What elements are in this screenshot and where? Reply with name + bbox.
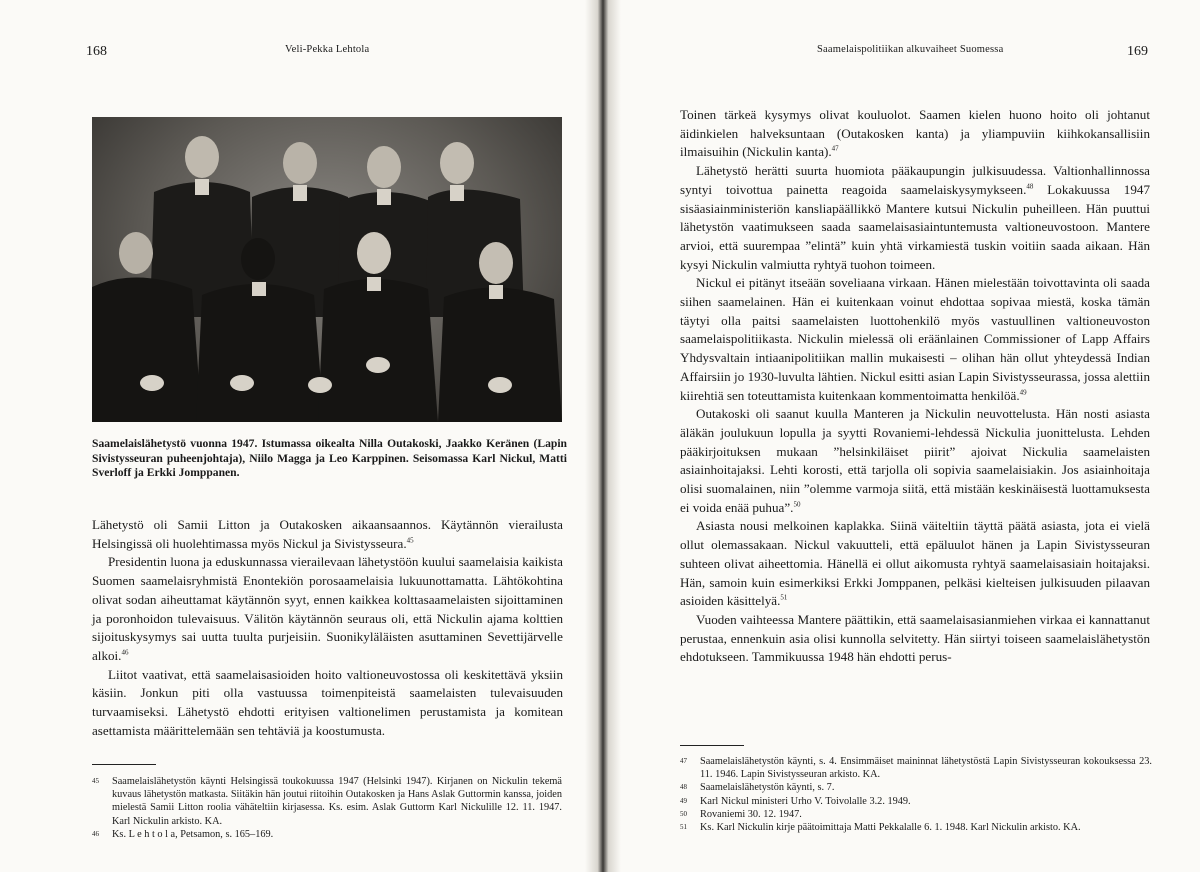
left-page — [0, 0, 590, 872]
footnote-reference[interactable]: 49 — [1019, 388, 1027, 397]
footnotes — [680, 755, 1152, 834]
photo-caption: Saamelaislähetystö vuonna 1947. Istumassa oikealta Nilla Outakoski, Jaakko Keränen (Lapin Sivistysseuran puheenjohtaja), Niilo Magga ja Leo Karppinen. Seisomassa Karl Nickul, Matti Sverloff ja Erkki Jomppanen. — [92, 437, 567, 480]
footnote: 46 Ks. L e h t o l a, Petsamon, s. 165–169. — [92, 828, 274, 840]
footnote: 49 Karl Nickul ministeri Urho V. Toivolalle 3.2. 1949. — [680, 795, 911, 807]
footnotes — [92, 775, 562, 841]
footnote-rule — [680, 745, 744, 746]
footnote: 45 Saamelaislähetystön käynti Helsingissä toukokuussa 1947 (Helsinki 1947). Kirjanen on Nickulin tekemä kuvaus lähetystön matkasta. Siitäkin hän joutui riitoihin Outakosken ja Hans Aslak Guttormin kanssa, joiden mielestä Samii Litton roolia vähäteltiin kirjasessa. Ks. esim. Aslak Guttorm Karl Nickulille 12. 11. 1947. Karl Nickulin arkisto. KA. — [92, 776, 562, 827]
right-page — [615, 0, 1200, 872]
running-head: Saamelaispolitiikan alkuvaiheet Suomessa — [817, 44, 1004, 55]
paragraph: Vuoden vaihteessa Mantere päättikin, että saamelaisasianmiehen virkaa ei kannattanut perustaa, ennenkuin asia olisi kunnolla selvitetty. Hän siirtyi toiseen saamelaislähetystön ehdotukseen. Tammikuussa 1948 hän ehdotti perus- — [680, 611, 1150, 665]
footnote-rule — [92, 764, 156, 765]
paragraph: Presidentin luona ja eduskunnassa vierailevaan lähetystöön kuului saamelaisia kaikista Suomen saamelaisryhmistä Enontekiön porosaamelaisia lukuunottamatta. Lähtökohtina olivat sodan aiheuttamat käytännön syyt, ennen kaikkea kolttasaamelaisten sijoittaminen ja poronhoidon tulevaisuus. Välitön käytännön seuraus oli, että Nickulin ajama kolttien sijoituskysymys sai uutta tuulta purjeisiin. Suonikyläläisten asuttaminen Sevettijärvelle alkoi.$^{46}$ — [92, 554, 563, 663]
photograph-people-illustration — [92, 117, 562, 422]
running-head: Veli-Pekka Lehtola — [285, 44, 370, 55]
paragraph: Asiasta nousi melkoinen kaplakka. Siinä väiteltiin täyttä päätä asiasta, jota ei vielä ollut olemassakaan. Nickul vakuutteli, että epäluulot hänen ja Lapin Sivistysseuran suhteen olivat aiheettomia. Hänellä ei ollut aikomusta ryhtyä saamelaisasiain hoitajaksi. Hän, samoin kuin esimerkiksi Erkki Jomppanen, pelkäsi kielteisen julkisuuden pilaavan asioiden käsittelyä.$^{51}$ — [680, 518, 1150, 609]
paragraph: Nickul ei pitänyt itseään soveliaana virkaan. Hänen mielestään toivottavinta oli saada siihen saamelainen. Hän ei kuitenkaan voinut ehdottaa sopivaa miestä, koska tämän täytyi olla paitsi saamelaisten luottohenkilö myös vastuullinen valtioneuvoston saamelaispolitiikasta. Nickulin mielessä oli eräänlainen Commissioner of Lapp Affairs Yhdysvaltain intiaanipolitiikan mallin mukaisesti – olihan hän ollut yhteydessä Indian Affairsiin jo 1930-luvulta lähtien. Nickul esitti asian Lapin Sivistysseurassa, jossa alettiin kiirehtiä sen toteuttamista kuitenkaan kommentoimatta henkilöä.$^{49}$ — [680, 275, 1150, 403]
paragraph: Lähetystö oli Samii Litton ja Outakosken aikaansaannos. Käytännön vierailusta Helsingissä oli huolehtimassa myös Nickul ja Sivistysseura.$^{45}$ — [92, 517, 563, 551]
page-number: 168 — [86, 44, 107, 59]
footnote: 47 Saamelaislähetystön käynti, s. 4. Ensimmäiset maininnat lähetystöstä Lapin Sivistysseuran kokouksessa 23. 11. 1946. Lapin Sivistysseuran arkisto. KA. — [680, 756, 1152, 781]
body-text — [680, 106, 1150, 667]
footnote: 51 Ks. Karl Nickulin kirje päätoimittaja Matti Pekkalalle 6. 1. 1948. Karl Nickulin arkisto. KA. — [680, 822, 1081, 834]
page-number: 169 — [1127, 44, 1148, 59]
footnote-reference[interactable]: 51 — [780, 593, 788, 602]
footnote: 48 Saamelaislähetystön käynti, s. 7. — [680, 782, 835, 794]
group-photograph — [92, 117, 562, 422]
footnote: 50 Rovaniemi 30. 12. 1947. — [680, 808, 802, 820]
paragraph: Lähetystö herätti suurta huomiota pääkaupungin julkisuudessa. Valtionhallinnossa syntyi toivottua painetta reagoida saamelaiskysymykseen.$^{48}$ Lokakuussa 1947 sisäasiainministeriön kansliapäällikkö Mantere kutsui Nickulin puheilleen. Hän puuttui lähetystön vaatimukseen saada saamelaisasiaintuntemusta valtioneuvostoon. Mantere arvioi, että suurempaa ”elintä” kuin yhtä virkamiestä tuskin voitiin saada aikaan. Hän kysyi Nickulin valmiutta ryhtyä tuohon toimeen. — [680, 163, 1150, 272]
body-text — [92, 516, 563, 740]
paragraph: Outakoski oli saanut kuulla Manteren ja Nickulin neuvottelusta. Hän nosti asiasta äläkän joulukuun lopulla ja syytti Rovaniemi-lehdessä Nickulia juonittelusta. Lehden pääkirjoituksen mukaan ”helsinkiläiset piirit” ajoivat Nickulia saamelaisten asiainhoitajaksi. Lehti korosti, että tarjolla oli sopivia saamelaisiakin. Jos asiainhoitaja olisi suomalainen, niin ”olemme varmoja siitä, että mistään keskinäisestä luottamuksesta ei voida enää puhua”.$^{50}$ — [680, 406, 1150, 515]
footnote-reference[interactable]: 45 — [406, 536, 414, 545]
footnote-reference[interactable]: 48 — [1026, 182, 1034, 191]
footnote-reference[interactable]: 50 — [793, 500, 801, 509]
paragraph: Toinen tärkeä kysymys olivat kouluolot. Saamen kielen huono hoito oli johtanut äidinkielen halveksuntaan (Outakosken kanta) ja yliampuviin kiihkokansallisiin ilmaisuihin (Nickulin kanta).$^{47}$ — [680, 107, 1150, 160]
footnote-reference[interactable]: 47 — [831, 145, 839, 154]
paragraph: Liitot vaativat, että saamelaisasioiden hoito valtioneuvostossa oli keskitettävä yksiin käsiin. Jonkun piti olla vastuussa toimenpiteistä saamelaisten tulevaisuuden turvaamiseksi. Lähetystö ehdotti erityisen valtionelimen perustamista ja komitean asettamista määrittelemään sen tehtäviä ja koostumusta. — [92, 666, 563, 738]
footnote-reference[interactable]: 46 — [121, 648, 129, 657]
